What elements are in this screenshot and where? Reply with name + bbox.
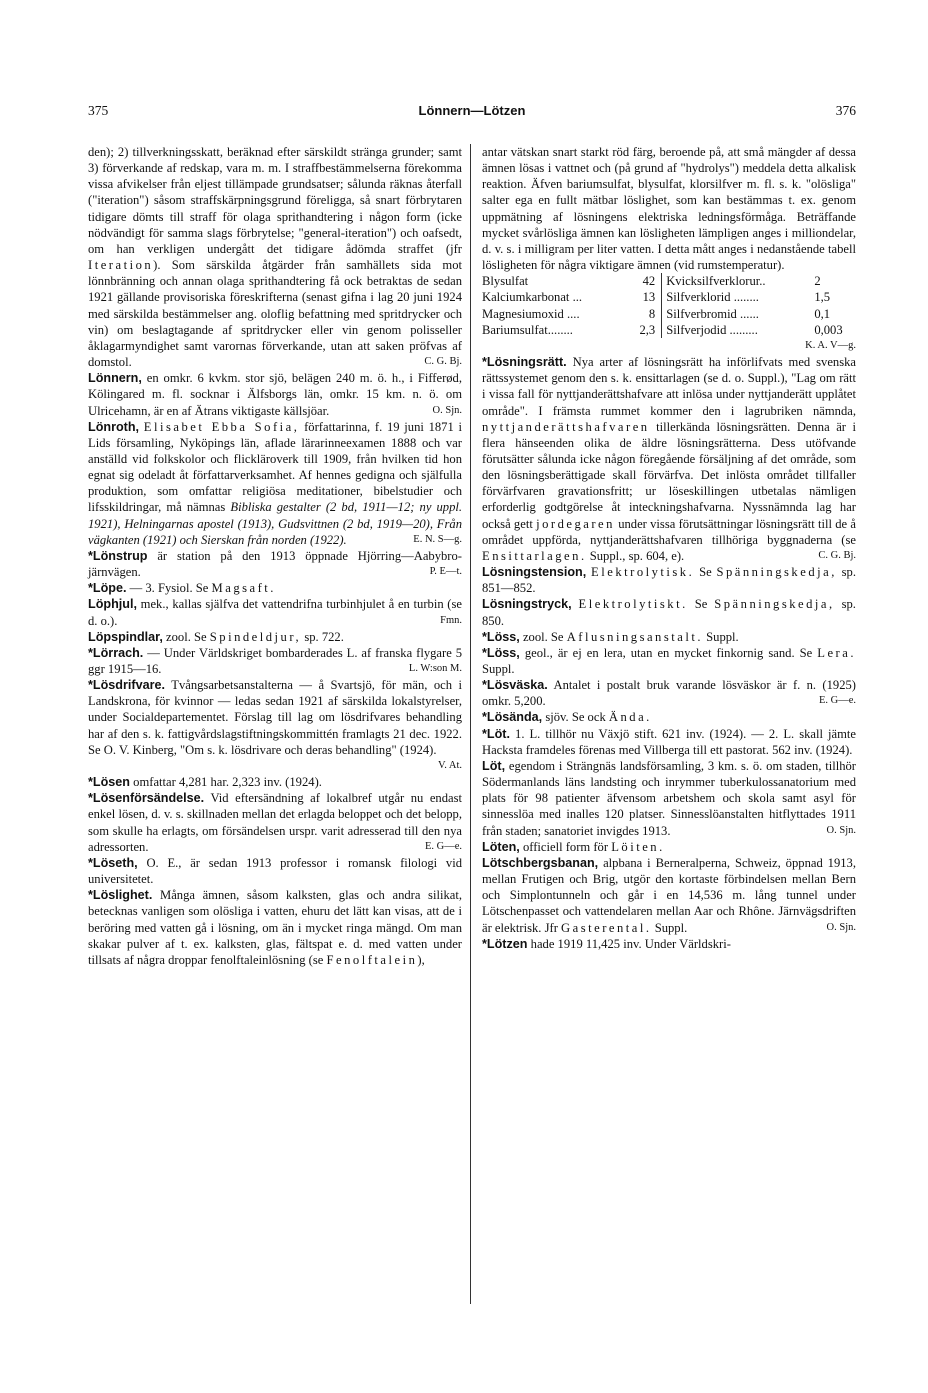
entry-text: O. E., är sedan 1913 professor i romansk filologi vid universitetet. <box>88 855 463 887</box>
right-page-number: 376 <box>835 103 856 118</box>
entry-name: Elisabet Ebba Sofia, <box>143 419 300 434</box>
entry-losen <box>88 774 462 790</box>
entry-loss-zool <box>482 629 856 645</box>
entry-text: sp. 722. <box>304 629 344 644</box>
author-signature: O. Sjn. <box>826 824 856 836</box>
table-cell: 42 <box>642 274 656 289</box>
entry-headword: *Löss, <box>482 645 520 660</box>
cross-reference[interactable]: Ända. <box>608 710 652 725</box>
table-cell: 2 <box>814 274 821 289</box>
entry-losningstension <box>482 564 856 596</box>
entry-text: mek., kallas själfva det vattendrifna turbinhjulet å en turbin (se d. o.). <box>88 597 462 628</box>
entry-headword: Löt, <box>482 758 506 773</box>
entry-loslighet-continuation <box>482 144 856 273</box>
entry-headword: Lötschbergsbanan, <box>482 855 599 870</box>
entry-text: Se <box>699 565 712 580</box>
author-signature: K. A. V—g. <box>805 339 856 351</box>
table-cell: 8 <box>648 306 656 321</box>
entry-headword: *Löseth, <box>88 855 138 870</box>
table-cell: 13 <box>642 290 656 305</box>
entry-headword: *Löpe. <box>88 581 127 596</box>
entry-headword: *Löslighet. <box>88 888 153 903</box>
author-signature: C. G. Bj. <box>424 356 462 368</box>
table-cell: Bariumsulfat........ <box>482 322 573 337</box>
entry-works: Bibliska gestalter (2 bd, 1911—12; ny uppl. 1921), Helningarnas apostel (1913), Gudsvittnen (2 bd, 1919—20), Från vägkanten (1921) och Sierskan från norden (1922). <box>88 500 463 547</box>
entry-lonstrup <box>88 548 462 580</box>
entry-lope <box>88 580 462 596</box>
entry-text: författarinna, f. 19 juni 1871 i Lids församling, Nyköpings län, aflade lärarinneexamen 1888 och var anställd vid folkskolor och flickläroverk till 1909, från hvilken tid hon egnat sig odeladt åt författarverksamhet. Af hennes gedigna och själfulla produktion, som omfattar religiösa meditationer, bibelstudier och lifsskildringar, må nämnas <box>88 419 462 515</box>
entry-headword: Löpspindlar, <box>88 629 163 644</box>
entry-headword: Löphjul, <box>88 597 137 612</box>
entry-text: geol., är ej en lera, utan en mycket finkornig sand. Se <box>524 645 813 660</box>
entry-text: hade 1919 11,425 inv. Under Världskri- <box>530 936 731 951</box>
entry-loseth <box>88 855 462 887</box>
cross-reference[interactable]: Löiten. <box>611 839 665 854</box>
entry-text: Suppl. <box>706 629 739 644</box>
table-cell: Silfverklorid ........ <box>662 289 815 305</box>
table-cell: 0,1 <box>814 306 831 321</box>
entry-text: är station på den 1913 öppnade Hjörring—Aabybro-järnvägen. <box>88 548 462 580</box>
table-cell: 0,003 <box>814 322 843 337</box>
entry-lotzen <box>482 936 856 952</box>
running-title: Lönnern—Lötzen <box>418 103 526 118</box>
emphasis-term: nyttjanderättshafvaren <box>482 419 650 434</box>
entry-headword: Lösningstryck, <box>482 597 572 612</box>
entry-text: sjöv. Se ock <box>545 710 606 725</box>
entry-text: ), <box>417 952 425 967</box>
entry-lonroth <box>88 419 462 548</box>
author-signature: E. G—e. <box>818 695 856 707</box>
entry-headword: *Lösningsrätt. <box>482 355 567 370</box>
author-signature: O. Sjn. <box>826 921 856 933</box>
entry-headword: *Lörrach. <box>88 645 144 660</box>
entry-headword: *Lösenförsändelse. <box>88 791 205 806</box>
entry-text: tillerkända lösningsrätten. Denna är i flera hänseenden olika de äldre lösningsrätterna. Dess utöfvande förutsätter sålunda icke någon föregående försäljning af det område, som den lösningsberättigade skall förvärfva. Det inlösta området tillfaller förvärfvaren gravationsfritt; ur löseskillingen utbetalas nämligen erforderlig godtgörelse åt inteckningshafvarna. Nyssnämnda lag har också gett <box>482 419 856 531</box>
author-signature: C. G. Bj. <box>818 549 856 561</box>
author-signature: V. At. <box>437 759 462 771</box>
entry-lot-estate <box>482 758 856 839</box>
entry-loten <box>482 839 856 855</box>
entry-text: — 3. Fysiol. Se <box>129 581 209 596</box>
author-signature: O. Sjn. <box>432 404 462 416</box>
entry-text: Nya arter af lösningsrätt ha införlifvats med svenska rättssystemet genom den s. k. ensittarlagen (se d. o. Suppl.), "Lag om rätt i vissa fall för nyttjanderättshafvare att inlösa under nyttjanderätt upplåtet område". I främsta rummet kommer den i lagrubriken nämnda, <box>482 355 856 418</box>
entry-text: Suppl. <box>654 920 688 935</box>
entry-losdrifvare <box>88 677 462 774</box>
author-signature: L. W:son M. <box>408 663 462 674</box>
cross-reference[interactable]: Spänningskedja, <box>716 565 837 580</box>
solubility-table <box>482 273 856 338</box>
entry-losningstryck <box>482 596 856 628</box>
column-divider <box>470 144 471 1304</box>
left-page-number: 375 <box>88 103 109 118</box>
table-row <box>482 273 856 289</box>
entry-headword: *Löt. <box>482 726 510 741</box>
entry-headword: *Lötzen <box>482 936 528 951</box>
entry-text: Antalet i postalt bruk varande lösväskor är f. n. (1925) omkr. 5,200. <box>482 678 856 709</box>
entry-losenforsandelse <box>88 790 462 855</box>
entry-text: 1. L. tillhör nu Växjö stift. 621 inv. (1924). — 2. L. skall jämte Hacksta framdeles förenas med Villberga till ett pastorat. 562 inv. (1924). <box>482 726 856 757</box>
author-signature: P. E—t. <box>429 566 462 578</box>
cross-reference[interactable]: Spänningskedja, <box>714 597 835 612</box>
author-signature: E. N. S—g. <box>413 533 462 545</box>
table-cell: Kalciumkarbonat ... <box>482 290 583 305</box>
entry-lorrach <box>88 645 462 677</box>
entry-text: Suppl. <box>482 662 515 676</box>
cross-reference[interactable]: Aflusningsanstalt. <box>566 629 703 644</box>
entry-lopspindlar <box>88 629 462 645</box>
entry-losvaska <box>482 677 856 709</box>
entry-text: Suppl., sp. 604, e). <box>589 548 685 563</box>
table-row <box>482 289 856 305</box>
author-signature: E. G—e. <box>424 840 462 852</box>
table-cell: 1,5 <box>814 290 831 305</box>
emphasis-term: jordegaren <box>536 516 615 531</box>
entry-headword: *Lönstrup <box>88 548 148 563</box>
author-signature: Fmn. <box>440 614 462 626</box>
entry-text: zool. Se <box>166 629 207 644</box>
cross-reference[interactable]: Spindeldjur, <box>209 629 302 644</box>
cross-reference[interactable]: Iteration <box>88 258 154 273</box>
entry-text: zool. Se <box>522 629 564 644</box>
table-cell: Magnesiumoxid .... <box>482 306 580 321</box>
entry-text: den); 2) tillverkningsskatt, beräknad efter särskildt stränga grunder; samt 3) förverkande af redskap, vara m. m. I straffbestämmelserna förekomma vissa afvikelser från eljest tillämpade grundsatser; sålunda räknas återfall ("iteration") såsom straffskärpningsgrund föreligga, så snart förbrytaren tidigare dömts till straff för olaga sprithandtering i någon form (icke nödvändigt för samma slags förbrytelse; "general-iteration") och oafsedt, om han verkligen undergått det tidigare ådömda straffet (jfr <box>88 145 462 256</box>
entry-headword: *Lösända, <box>482 710 543 725</box>
entry-headword: Löten, <box>482 839 520 854</box>
cross-reference[interactable]: Gasterental. <box>561 920 652 935</box>
entry-lot-parish <box>482 726 856 758</box>
entry-losningsratt <box>482 354 856 564</box>
entry-text: — Under Världskriget bombarderades L. af franska flygare 5 ggr 1915—16. <box>88 645 463 676</box>
entry-text: egendom i Strängnäs landsförsamling, 3 km. s. ö. om staden, tillhör Södermanlands läns landsting och inrymmer tuberkulossanatorium med plats för 98 patienter äfvensom arbetshem och skola samt asyl för sinnesslöa med inalles 120 platser. Sinnesslöanstalten hitflyttades 1911 från staden; sanatoriet invigdes 1913. <box>482 758 856 838</box>
entry-subterm: Elektrolytiskt. <box>578 597 688 612</box>
entry-lophjul <box>88 596 462 628</box>
entry-lonnern <box>88 370 462 418</box>
entry-text: Många ämnen, såsom kalksten, glas och andra silikat, betecknas vanligen som olösliga i vatten, ehuru det lätt kan visas, att de i beröring med vatten gå i lösning, om än i mycket ringa mängd. Om man skakar pulver af t. ex. kalksten, glas, fältspat e. d. med vatten under tillsats af några droppar fenolftaleinlösning (se <box>88 888 462 967</box>
entry-text: Tvångsarbetsanstalterna — å Svartsjö, för män, och i Landskrona, för kvinnor — ledas sedan 1921 af särskilda lokalstyrelser, under Socialdepartementet. Förslag till lag om lösdrifvares behandling har af den s. k. fattigvårdslagstiftningskommittén framlagts 21 dec. 1922. Se O. V. Kinberg, "Om s. k. lösdrivare och deras behandling" (1924). <box>88 678 463 757</box>
entry-loss-geol <box>482 645 856 677</box>
cross-reference[interactable]: Ensittarlagen. <box>482 548 587 563</box>
entry-headword: *Lösdrifvare. <box>88 678 165 693</box>
table-cell: Silfverbromid ...... <box>662 306 815 322</box>
entry-subterm: Elektrolytisk. <box>591 565 695 580</box>
right-column <box>482 144 856 952</box>
entry-text: under vissa förutsättningar lösningsrätt till de å området uppförda, nyttjanderättshafvaren tillhöriga byggnaderna (se <box>482 516 856 547</box>
entry-headword: *Lösväska. <box>482 678 548 693</box>
entry-headword: Lösningstension, <box>482 565 587 580</box>
cross-reference[interactable]: Fenolftalein <box>326 952 418 967</box>
entry-text: officiell form för <box>522 839 609 854</box>
entry-text: sp. 851—852. <box>482 565 857 596</box>
entry-text: sp. 850. <box>482 597 856 628</box>
entry-loslighet <box>88 887 462 968</box>
entry-text: Se <box>694 597 708 612</box>
entry-headword: *Löss, <box>482 629 520 644</box>
entry-losanda <box>482 709 856 725</box>
entry-text: Vid eftersändning af lokalbref utgår nu endast enkel lösen, d. v. s. skillnaden mellan det erlagda beloppet och det belopp, som skulle ha erlagts, om försändelsen urspr. varit adresserad till den nya adressorten. <box>88 791 463 854</box>
cross-reference[interactable]: Lera. <box>817 645 856 660</box>
table-row <box>482 322 856 338</box>
cross-reference[interactable]: Magsaft. <box>211 581 276 596</box>
left-column <box>88 144 462 968</box>
table-cell: 2,3 <box>639 322 656 337</box>
entry-text: en omkr. 6 kvkm. stor sjö, belägen 240 m. ö. h., i Fifferød, Kölingared m. fl. socknar i Älfsborgs län, omkr. 15 km. n. ö. om Ulricehamn, är en af Ätrans viktigaste källsjöar. <box>88 371 463 418</box>
entry-text: antar vätskan snart starkt röd färg, beroende på, att små mängder af dessa ämnen lösas i vattnet och (på grund af "hydrolys") meddela detta alkalisk reaktion. Äfven bariumsulfat, blysulfat, klorsilfver m. fl. s. k. "olösliga" salter ega en fullt mätbar löslighet, som kan bestämmas t. ex. genom uppmätning af lösningens elektriska ledningsförmåga. Beträffande mycket svårlösliga ämnen kan lösligheten lämpligen anges i milliondelar, d. v. s. i milligram per liter vatten. I detta mått anges i nedanstående tabell lösligheten för några viktigare ämnen (vid rumstemperatur). <box>482 145 856 273</box>
entry-headword: Lönnern, <box>88 371 142 386</box>
entry-continuation <box>88 144 462 370</box>
entry-text: alpbana i Berneralperna, Schweiz, öppnad 1913, mellan Frutigen och Brig, utgör den kortaste förbindelsen mellan Bern och Simplontunneln och går i en 14,536 m. lång tunnel under Lötschenpasset och vattendelaren mellan Aar och Rhône. Järnvägsdriften är elektrisk. Jfr <box>482 855 856 935</box>
entry-lotschbergsbanan <box>482 855 856 936</box>
table-signature-line <box>482 338 856 354</box>
entry-headword: Lönroth, <box>88 419 140 434</box>
table-row <box>482 306 856 322</box>
table-cell: Kvicksilfverklorur.. <box>662 273 815 289</box>
table-cell: Blysulfat <box>482 274 529 289</box>
entry-headword: *Lösen <box>88 775 130 790</box>
table-cell: Silfverjodid ......... <box>662 322 815 338</box>
entry-text: omfattar 4,281 har. 2,323 inv. (1924). <box>133 775 322 790</box>
entry-text: ). Som särskilda åtgärder från samhällets sida mot lönnbränning och annan olaga sprithandtering få ock betraktas de sedan 1921 gällande provisoriska föreskrifterna (senast gifna i lag 20 juni 1924 med särskilda bestämmelser ang. oloflig befattning med spritdrycker och vin) om beslagtagande af spritdrycker eller vin genom polisseller åklagarmyndighet samt varornas förverkande, utan att saken pröfvas af domstol. <box>88 258 462 370</box>
page-header <box>88 103 856 123</box>
